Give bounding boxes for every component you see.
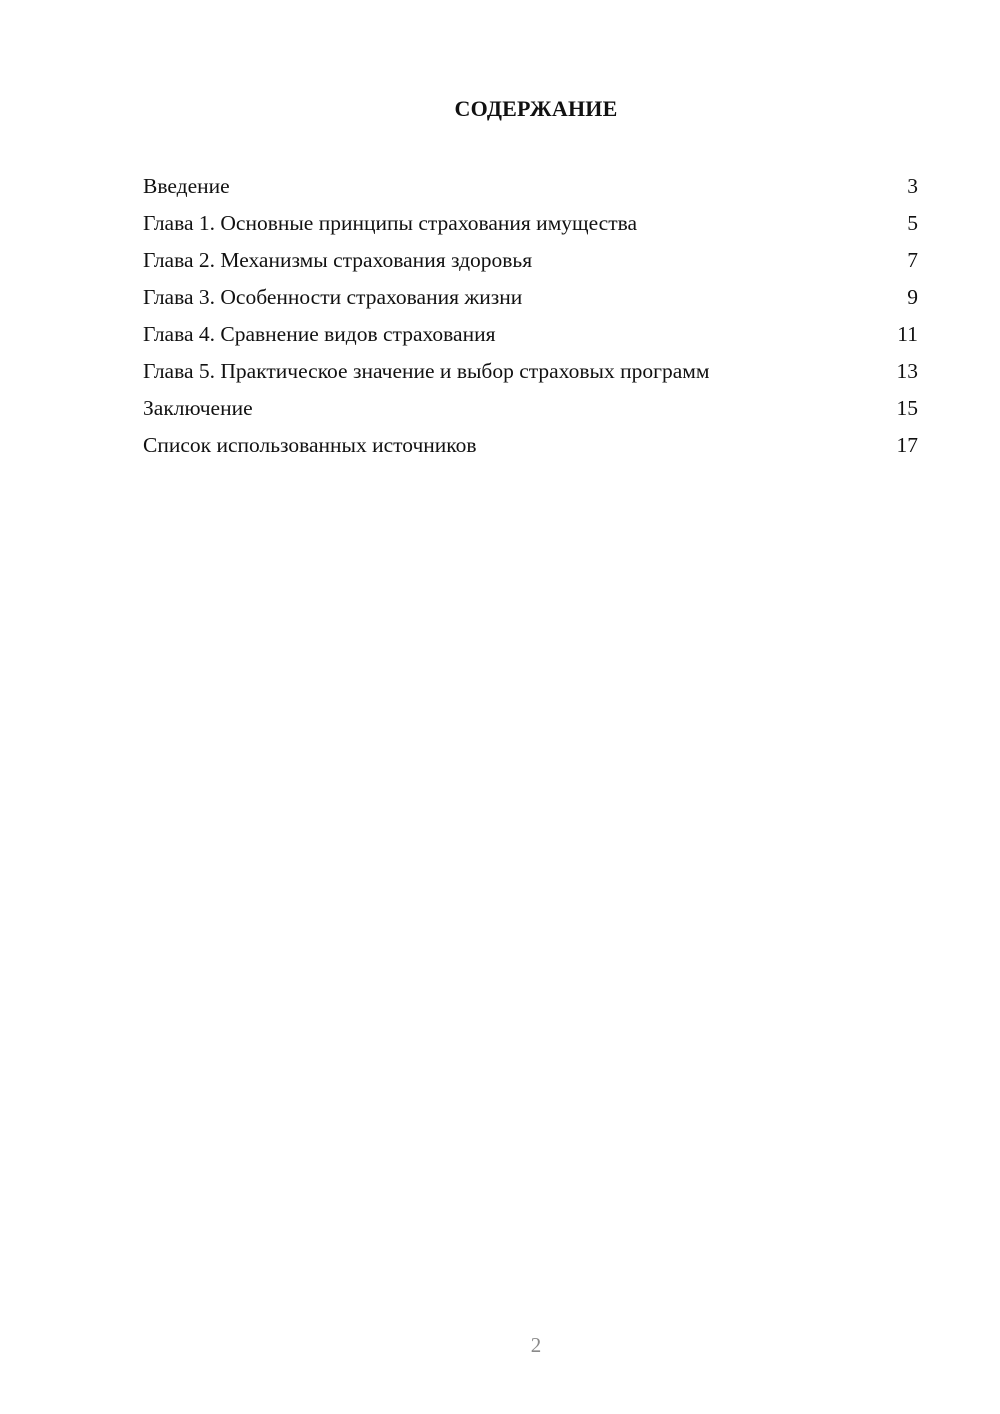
toc-entry-label: Глава 1. Основные принципы страхования имущества: [143, 211, 638, 235]
toc-entry-conclusion[interactable]: [143, 390, 918, 427]
toc-entry-chapter-2[interactable]: [143, 242, 918, 279]
toc-entry-label: Введение: [143, 174, 230, 198]
toc-entry-chapter-4[interactable]: [143, 316, 918, 353]
toc-entry-page: 11: [897, 322, 918, 346]
toc-entry-label: Заключение: [143, 396, 253, 420]
toc-entry-chapter-3[interactable]: [143, 279, 918, 316]
toc-entry-chapter-5[interactable]: [143, 353, 918, 390]
toc-entry-page: 17: [896, 433, 918, 457]
toc-entry-references[interactable]: [143, 427, 918, 464]
page-number: 2: [530, 1333, 542, 1357]
toc-entry-page: 7: [907, 248, 918, 272]
footer: [0, 1300, 1000, 1400]
toc-entry-page: 3: [907, 174, 918, 198]
toc-entry-page: 15: [896, 396, 918, 420]
toc-entry-introduction[interactable]: [143, 168, 918, 205]
toc-entry-page: 13: [896, 359, 918, 383]
toc-entry-label: Глава 3. Особенности страхования жизни: [143, 285, 523, 309]
toc-entry-page: 5: [907, 211, 918, 235]
toc-entry-label: Глава 2. Механизмы страхования здоровья: [143, 248, 533, 272]
toc-entry-label: Список использованных источников: [143, 433, 477, 457]
toc-entry-label: Глава 5. Практическое значение и выбор страховых программ: [143, 359, 710, 383]
table-of-contents: [143, 168, 918, 464]
title-area: [0, 0, 1000, 140]
toc-entry-page: 9: [907, 285, 918, 309]
toc-entry-chapter-1[interactable]: [143, 205, 918, 242]
page-title: СОДЕРЖАНИЕ: [454, 96, 618, 121]
toc-entry-label: Глава 4. Сравнение видов страхования: [143, 322, 496, 346]
